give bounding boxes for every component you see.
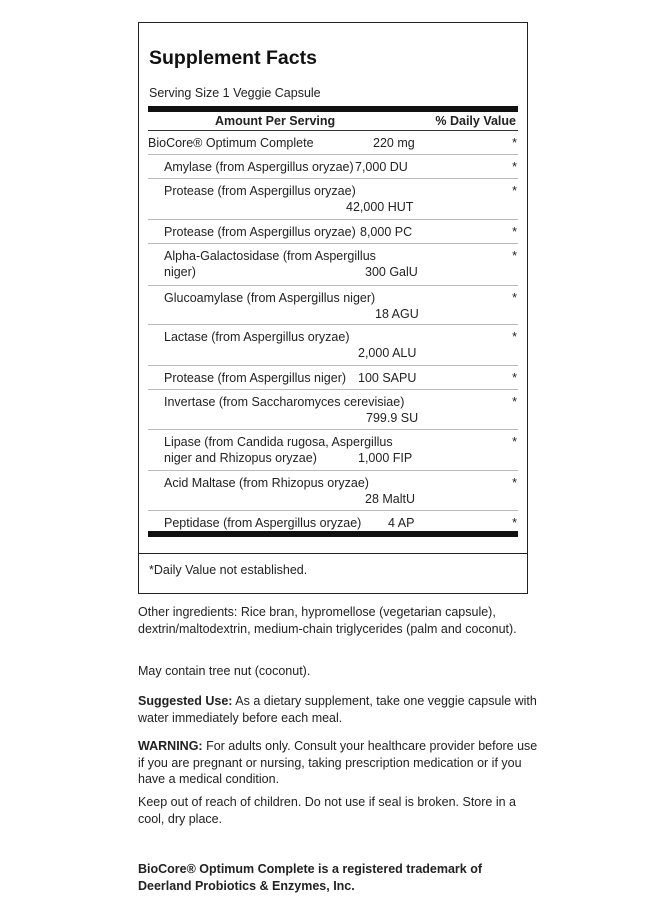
nutrient-dv: * [512,371,517,385]
table-row [148,244,518,286]
nutrient-dv: * [512,330,517,344]
table-row [148,471,518,511]
warning [138,738,538,788]
header-amount-per-serving: Amount Per Serving [215,114,336,128]
table-row [148,286,518,325]
warning-text: For adults only. Consult your healthcare provider before use if you are pregnant or nursing, taking prescription medication or if you have a medical condition. [138,739,538,786]
thick-divider-bottom [148,531,518,537]
table-row [148,325,518,366]
storage-instructions: Keep out of reach of children. Do not use if seal is broken. Store in a cool, dry place. [138,795,516,826]
nutrient-name: Amylase (from Aspergillus oryzae) [164,160,354,174]
nutrient-name: Glucoamylase (from Aspergillus niger) [164,291,376,305]
nutrient-dv: * [512,291,517,305]
nutrient-amount: 100 SAPU [358,371,417,385]
nutrient-amount: 1,000 FIP [358,451,413,465]
nutrient-name: Invertase (from Saccharomyces cerevisiae) [164,395,405,409]
nutrient-rows [148,131,518,535]
nutrient-dv: * [512,136,517,150]
nutrient-name: Protease (from Aspergillus oryzae) [164,225,356,239]
suggested-use-label: Suggested Use: [138,694,233,708]
nutrient-amount: 799.9 SU [366,411,419,425]
table-row [148,430,518,471]
nutrient-name: Peptidase (from Aspergillus oryzae) [164,516,362,530]
other-ingredients: Other ingredients: Rice bran, hypromellose (vegetarian capsule), dextrin/maltodextrin, medium-chain triglycerides (palm and coconut). [138,605,517,636]
suggested-use [138,693,538,726]
table-row [148,366,518,390]
nutrient-name: Protease (from Aspergillus niger) [164,371,347,385]
nutrient-amount: 220 mg [373,136,415,150]
serving-size: Serving Size 1 Veggie Capsule [149,86,321,100]
nutrient-name: Protease (from Aspergillus oryzae) [164,184,356,198]
table-header [148,112,518,131]
nutrient-dv: * [512,435,517,449]
table-row [148,390,518,430]
table-row [148,179,518,220]
table-row [148,220,518,244]
trademark-notice: BioCore® Optimum Complete is a registered trademark of Deerland Probiotics & Enzymes, Inc. [138,862,483,893]
nutrient-amount: 8,000 PC [360,225,413,239]
nutrient-dv: * [512,395,517,409]
table-row [148,131,518,155]
allergen-statement: May contain tree nut (coconut). [138,664,311,678]
nutrient-amount: 42,000 HUT [346,200,414,214]
suggested-use-text: As a dietary supplement, take one veggie capsule with water immediately before each meal. [138,694,537,725]
daily-value-footnote: *Daily Value not established. [149,563,308,577]
nutrient-amount: 18 AGU [375,307,419,321]
table-row [148,155,518,179]
nutrient-name: Lipase (from Candida rugosa, Aspergillus niger and Rhizopus oryzae) [164,435,393,465]
nutrient-amount: 4 AP [388,516,415,530]
supplement-facts-panel [138,22,528,554]
nutrient-name: Alpha-Galactosidase (from Aspergillus niger) [164,249,376,279]
nutrient-name: Acid Maltase (from Rhizopus oryzae) [164,476,369,490]
nutrient-dv: * [512,184,517,198]
nutrient-name: Lactase (from Aspergillus oryzae) [164,330,350,344]
nutrient-amount: 28 MaltU [365,492,416,506]
header-daily-value: % Daily Value [435,114,516,128]
nutrient-name: BioCore® Optimum Complete [148,136,314,150]
panel-title: Supplement Facts [149,47,317,69]
nutrient-amount: 2,000 ALU [358,346,417,360]
nutrient-dv: * [512,249,517,263]
nutrient-dv: * [512,160,517,174]
warning-label: WARNING: [138,739,203,753]
nutrient-dv: * [512,516,517,530]
nutrient-dv: * [512,225,517,239]
footnote-box [138,554,528,594]
nutrient-amount: 7,000 DU [355,160,408,174]
nutrient-amount: 300 GalU [365,265,418,279]
nutrient-dv: * [512,476,517,490]
